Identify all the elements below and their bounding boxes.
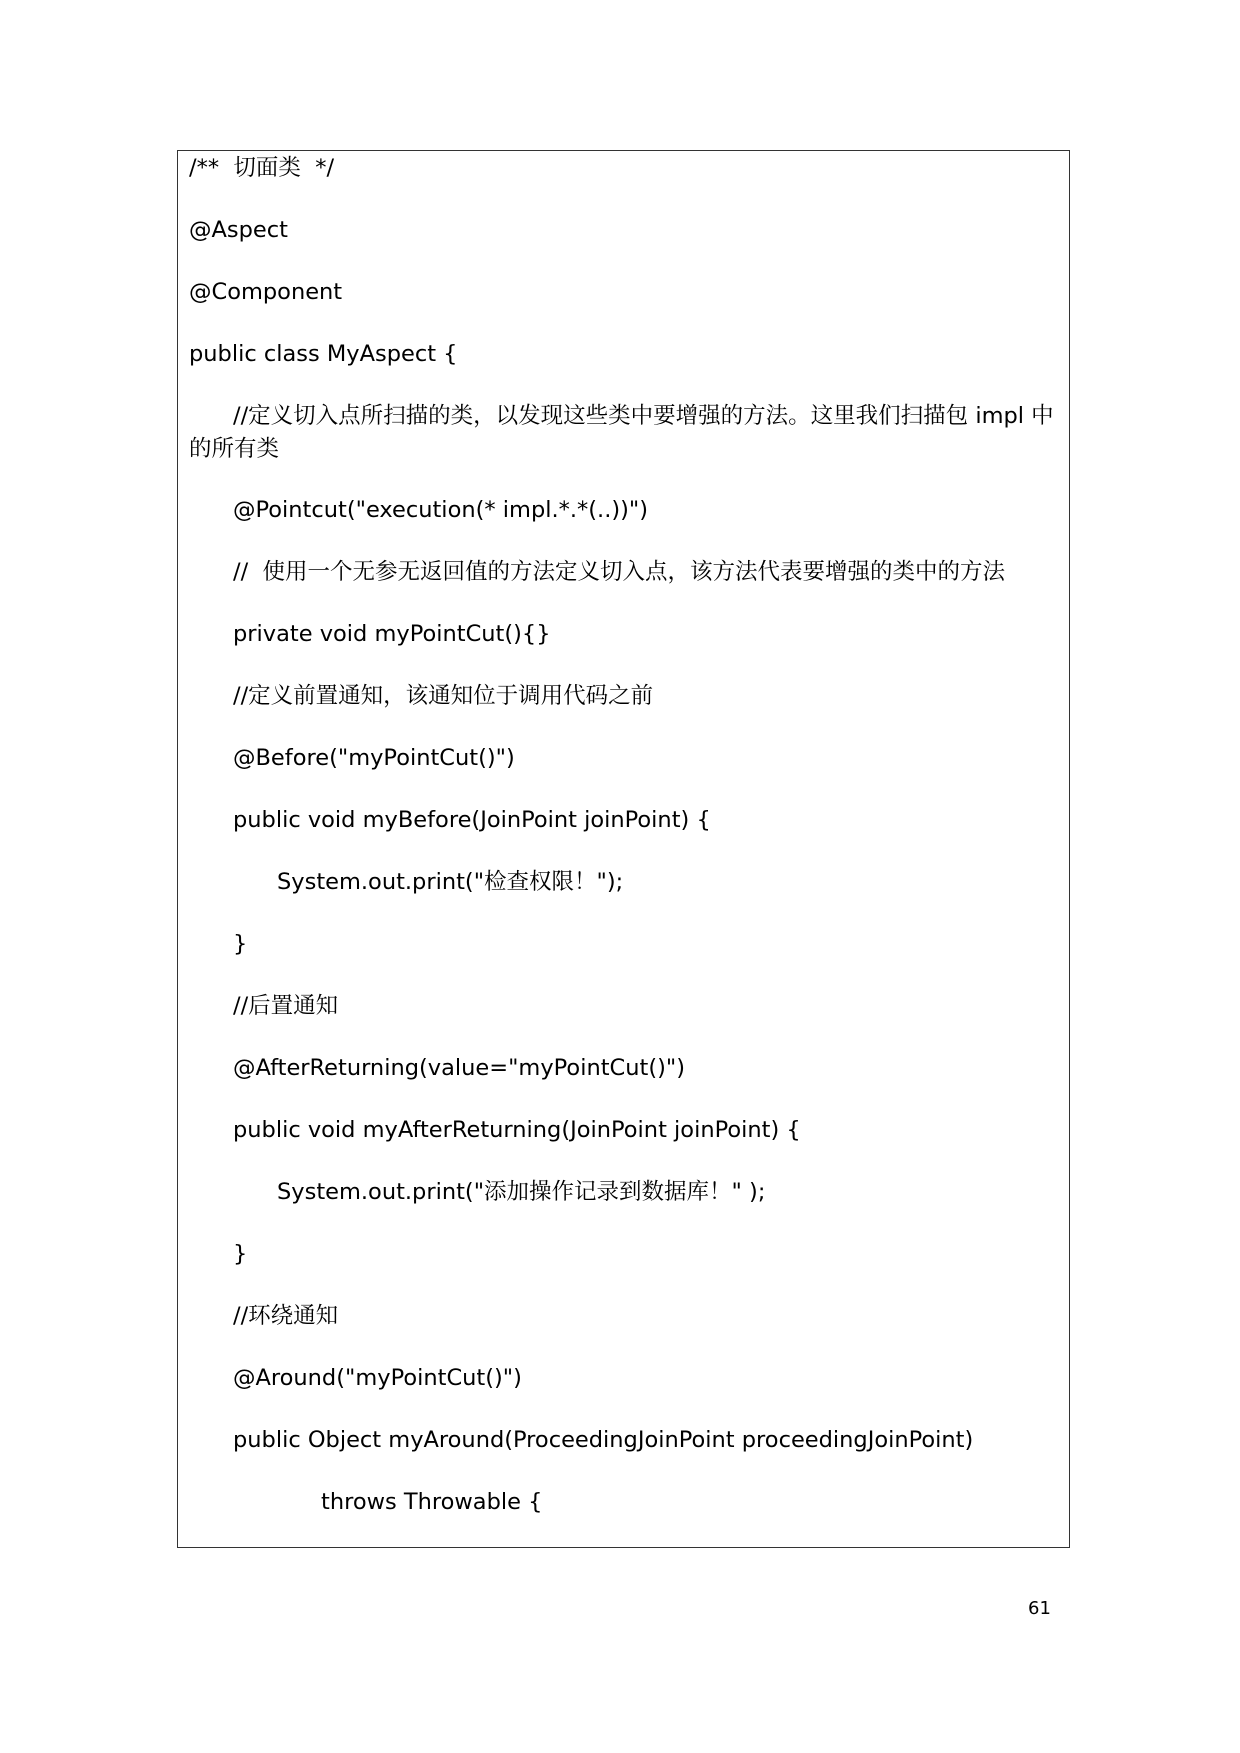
code-line-comment-pointcut-scan: //定义切入点所扫描的类，以发现这些类中要增强的方法。这里我们扫描包 impl 中的所有类 <box>189 403 1054 462</box>
code-line-before-method: public void myBefore(JoinPoint joinPoint) { <box>233 807 711 833</box>
code-line-before-close-brace: } <box>233 931 248 957</box>
code-line-throws-clause: throws Throwable { <box>321 1489 543 1515</box>
code-line-pointcut-method: private void myPointCut(){} <box>233 621 551 647</box>
code-line-after-close-brace: } <box>233 1241 248 1267</box>
code-line-around-method: public Object myAround(ProceedingJoinPoint proceedingJoinPoint) <box>233 1427 974 1453</box>
code-line-comment-aspect-class: /** 切面类 */ <box>189 155 335 181</box>
code-line-around-annotation: @Around("myPointCut()") <box>233 1365 522 1391</box>
code-line-comment-pointcut-method: // 使用一个无参无返回值的方法定义切入点，该方法代表要增强的类中的方法 <box>233 559 1005 585</box>
code-line-before-annotation: @Before("myPointCut()") <box>233 745 515 771</box>
code-line-component-annotation: @Component <box>189 279 343 305</box>
code-line-before-print: System.out.print("检查权限！"); <box>277 869 624 895</box>
code-line-aspect-annotation: @Aspect <box>189 217 288 243</box>
code-line-after-returning-method: public void myAfterReturning(JoinPoint joinPoint) { <box>233 1117 801 1143</box>
code-line-comment-before-advice: //定义前置通知，该通知位于调用代码之前 <box>233 683 654 709</box>
code-line-after-returning-print: System.out.print("添加操作记录到数据库！" ); <box>277 1179 766 1205</box>
page-number: 61 <box>1028 1598 1051 1619</box>
code-line-class-declaration: public class MyAspect { <box>189 341 458 367</box>
code-line-comment-after-advice: //后置通知 <box>233 993 339 1019</box>
code-line-pointcut-annotation: @Pointcut("execution(* impl.*.*(..))") <box>233 497 649 523</box>
code-line-after-returning-annotation: @AfterReturning(value="myPointCut()") <box>233 1055 685 1081</box>
code-line-comment-around-advice: //环绕通知 <box>233 1303 339 1329</box>
